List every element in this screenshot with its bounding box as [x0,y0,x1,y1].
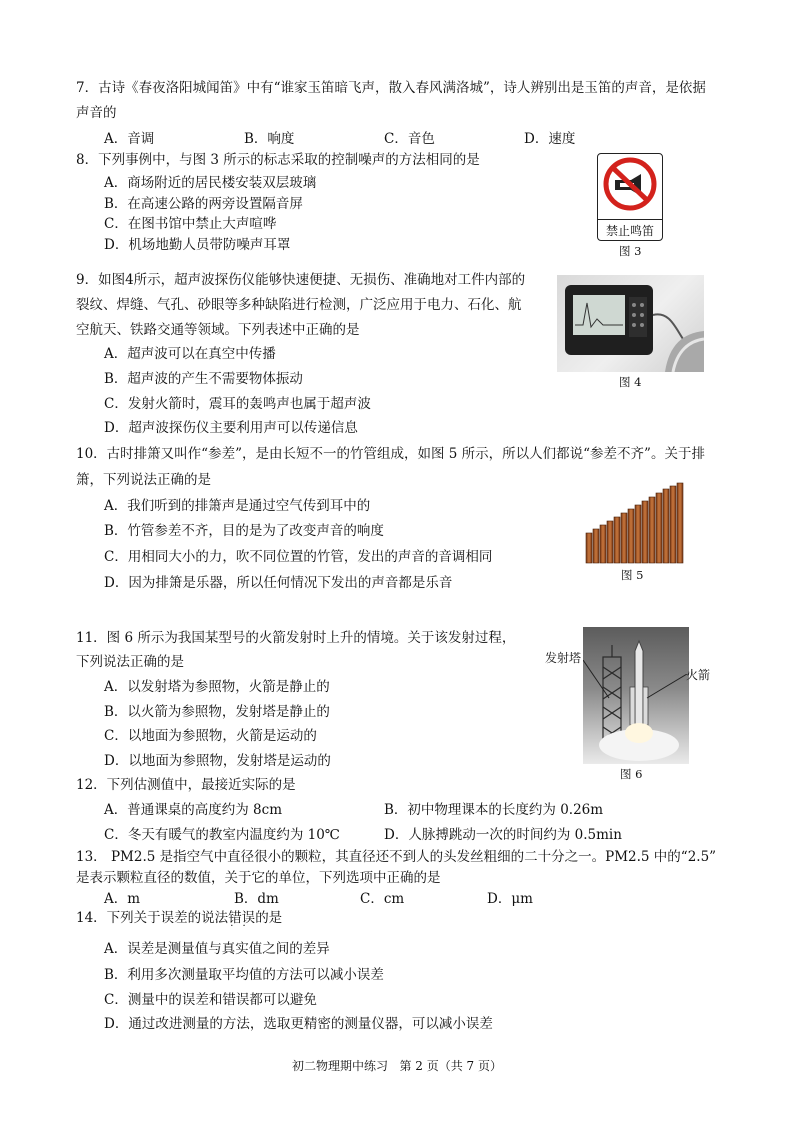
q7-option-c: C．音色 [384,131,435,147]
q13-option-c: C．cm [360,891,405,907]
label-launch-tower: 发射塔 [545,651,582,665]
q9-option-c: C．发射火箭时，震耳的轰鸣声也属于超声波 [104,396,371,412]
q9-option-d: D．超声波探伤仪主要利用声可以传递信息 [104,420,358,436]
q14-stem [76,910,282,926]
figure-3-caption: 图 3 [619,244,642,258]
panpipe-illustration [584,481,692,565]
q10-option-a: A．我们听到的排箫声是通过空气传到耳中的 [104,498,371,514]
q9-stem-line1: 9．如图4所示，超声波探伤仪能够快速便捷、无损伤、准确地对工件内部的 [76,272,526,288]
q11-option-b: B．以火箭为参照物，发射塔是静止的 [104,704,330,720]
q7-option-a: A．音调 [104,131,155,147]
q11-stem-line2: 下列说法正确的是 [76,654,184,670]
q14-stem-emphasis: 错误 · · [228,910,255,926]
q7-stem-line1: 7．古诗《春夜洛阳城闻笛》中有“谁家玉笛暗飞声，散入春风满洛城”，诗人辨别出是玉笛的声音，是依据 [76,80,706,96]
q14-option-b: B．利用多次测量取平均值的方法可以减小误差 [104,967,384,983]
q14-option-a: A．误差是测量值与真实值之间的差异 [104,941,330,957]
q10-option-c: C．用相同大小的力，吹不同位置的竹管，发出的声音的音调相同 [104,549,493,565]
tower-pointer-line [583,660,613,700]
q12-option-b: B．初中物理课本的长度约为 0.26m [384,802,604,818]
ultrasonic-detector-illustration [557,275,704,372]
q11-option-a: A．以发射塔为参照物，火箭是静止的 [104,679,330,695]
q7-stem-line2: 声音的 [76,105,117,121]
page-footer: 初二物理期中练习 第 2 页（共 7 页） [292,1059,502,1073]
q13-option-a: A．m [104,891,141,907]
rocket-pointer-line [645,674,689,700]
q9-stem-line3: 空航天、铁路交通等领域。下列表述中正确的是 [76,322,360,338]
q10-option-b: B．竹管参差不齐，目的是为了改变声音的响度 [104,523,384,539]
q10-stem-line2: 箫，下列说法正确的是 [76,472,211,488]
q13-stem-line1: 13． PM2.5 是指空气中直径很小的颗粒，其直径还不到人的头发丝粗细的二十分之一。PM2.5 中的“2.5” [76,849,717,865]
sign-text: 禁止鸣笛 [598,219,662,239]
figure-4-caption: 图 4 [619,375,642,389]
q7-option-d: D．速度 [524,131,576,147]
q8-option-a: A．商场附近的居民楼安装双层玻璃 [104,175,317,191]
q11-option-d: D．以地面为参照物，发射塔是运动的 [104,753,331,769]
q13-stem-line2: 是表示颗粒直径的数值，关于它的单位，下列选项中正确的是 [76,870,441,886]
q8-stem: 8．下列事例中，与图 3 所示的标志采取的控制噪声的方法相同的是 [76,152,480,168]
q13-option-d: D．μm [487,891,533,907]
figure-5-caption: 图 5 [621,568,644,582]
q12-option-d: D．人脉搏跳动一次的时间约为 0.5min [384,827,622,843]
no-honking-sign [597,153,663,241]
label-rocket: 火箭 [686,668,711,682]
q12-option-a: A．普通课桌的高度约为 8cm [104,802,282,818]
q11-option-c: C．以地面为参照物，火箭是运动的 [104,728,317,744]
q14-stem-pre: 14．下列关于误差的说法 [76,910,229,926]
q14-option-d: D．通过改进测量的方法，选取更精密的测量仪器，可以减小误差 [104,1016,493,1032]
q9-stem-line2: 裂纹、焊缝、气孔、砂眼等多种缺陷进行检测，广泛应用于电力、石化、航 [76,297,522,313]
q8-option-b: B．在高速公路的两旁设置隔音屏 [104,196,303,212]
figure-6-caption: 图 6 [620,767,643,781]
q11-stem-line1: 11．图 6 所示为我国某型号的火箭发射时上升的情境。关于该发射过程， [76,630,516,646]
q10-option-d: D．因为排箫是乐器，所以任何情况下发出的声音都是乐音 [104,575,453,591]
q12-option-c: C．冬天有暖气的教室内温度约为 10℃ [104,827,340,843]
q10-stem-line1: 10．古时排箫又叫作“参差”，是由长短不一的竹管组成，如图 5 所示，所以人们都说“参差不齐”。关于排 [76,446,705,462]
ultrasonic-detector-photo [557,275,704,372]
q8-option-d: D．机场地勤人员带防噪声耳罩 [104,237,291,253]
q9-option-b: B．超声波的产生不需要物体振动 [104,371,303,387]
q7-option-b: B．响度 [244,131,295,147]
q14-stem-post: 的是 [255,910,283,926]
q8-option-c: C．在图书馆中禁止大声喧哗 [104,216,277,232]
q14-option-c: C．测量中的误差和错误都可以避免 [104,992,317,1008]
q12-stem: 12．下列估测值中，最接近实际的是 [76,777,296,793]
q13-option-b: B．dm [234,891,279,907]
q9-option-a: A．超声波可以在真空中传播 [104,346,276,362]
no-horn-icon [598,154,662,218]
